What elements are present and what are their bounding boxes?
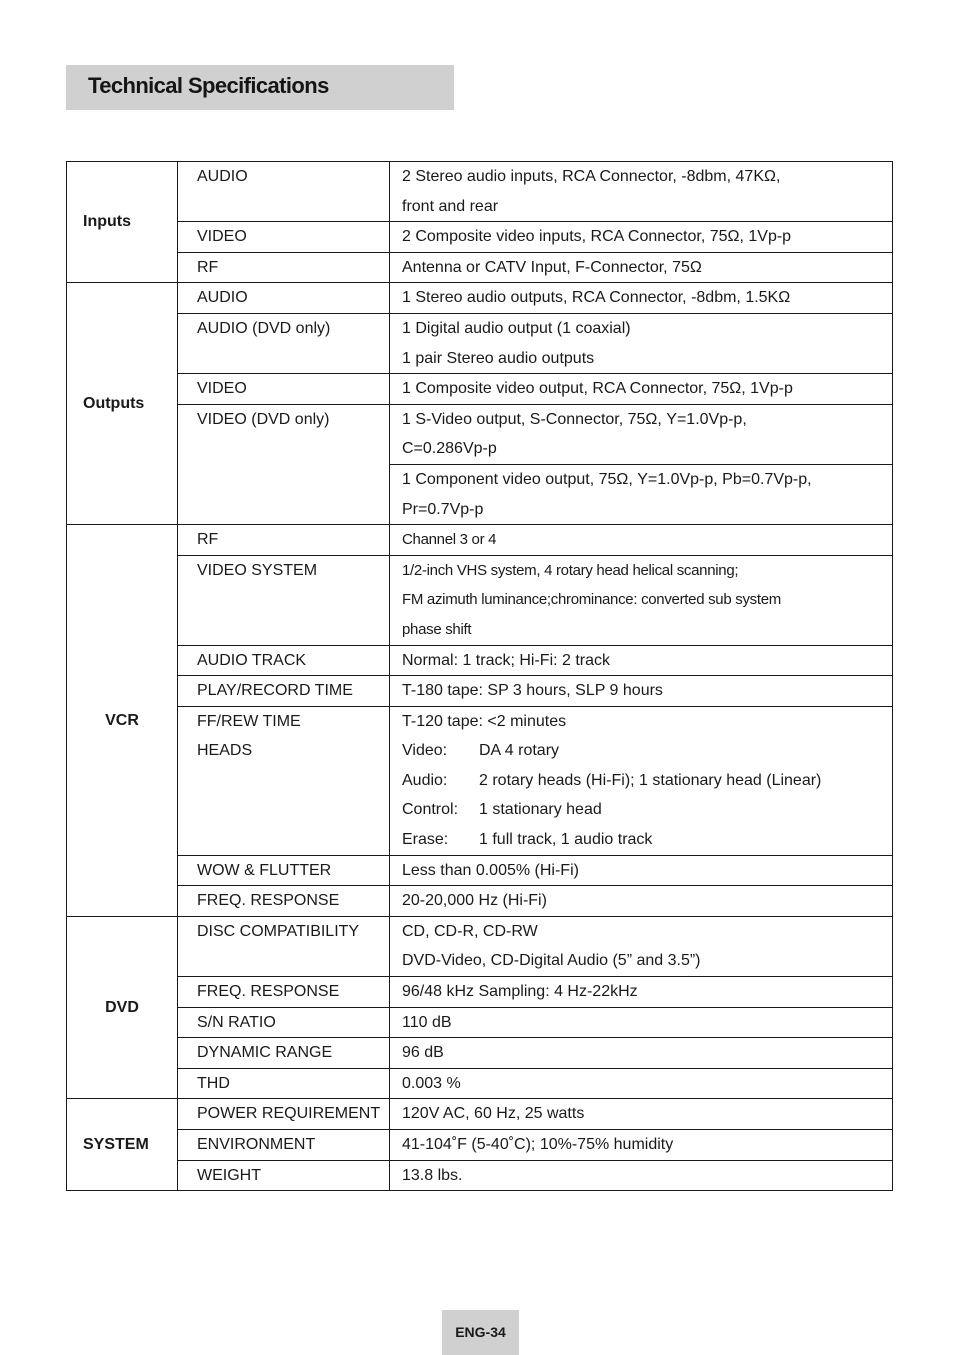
item-value: 2 Composite video inputs, RCA Connector, 75Ω, 1Vp-p (390, 222, 893, 253)
item-label: FREQ. RESPONSE (178, 977, 390, 1008)
table-row (67, 855, 893, 886)
table-row (67, 916, 893, 976)
table-row (67, 404, 893, 464)
title-bar (66, 65, 454, 110)
table-row (67, 676, 893, 707)
item-label: DISC COMPATIBILITY (178, 916, 390, 976)
item-value: 1 Component video output, 75Ω, Y=1.0Vp-p, Pb=0.7Vp-p, Pr=0.7Vp-p (390, 464, 893, 524)
item-label: FREQ. RESPONSE (178, 886, 390, 917)
item-value: 1/2-inch VHS system, 4 rotary head helical scanning; FM azimuth luminance;chrominance: converted sub system phase shift (390, 555, 893, 645)
page-title: Technical Specifications (88, 73, 329, 98)
item-value: 41-104˚F (5-40˚C); 10%-75% humidity (390, 1130, 893, 1161)
section-outputs: Outputs (67, 283, 178, 525)
table-row (67, 977, 893, 1008)
item-label: AUDIO (DVD only) (178, 313, 390, 373)
item-label: THD (178, 1068, 390, 1099)
table-row (67, 1160, 893, 1191)
item-value: 1 Stereo audio outputs, RCA Connector, -8dbm, 1.5KΩ (390, 283, 893, 314)
item-label: POWER REQUIREMENT (178, 1099, 390, 1130)
item-value: Normal: 1 track; Hi-Fi: 2 track (390, 645, 893, 676)
item-value: 120V AC, 60 Hz, 25 watts (390, 1099, 893, 1130)
item-value: 1 S-Video output, S-Connector, 75Ω, Y=1.0Vp-p, C=0.286Vp-p (390, 404, 893, 464)
item-label: VIDEO (178, 374, 390, 405)
table-row (67, 313, 893, 373)
item-label: VIDEO SYSTEM (178, 555, 390, 645)
table-row (67, 252, 893, 283)
spec-table (66, 161, 893, 1191)
item-label: AUDIO (178, 162, 390, 222)
item-label: PLAY/RECORD TIME (178, 676, 390, 707)
table-row (67, 283, 893, 314)
table-row (67, 555, 893, 645)
item-label: DYNAMIC RANGE (178, 1038, 390, 1069)
item-label: VIDEO (178, 222, 390, 253)
item-value: Less than 0.005% (Hi-Fi) (390, 855, 893, 886)
item-label: WEIGHT (178, 1160, 390, 1191)
table-row (67, 525, 893, 556)
table-row (67, 886, 893, 917)
item-value: Antenna or CATV Input, F-Connector, 75Ω (390, 252, 893, 283)
item-label: FF/REW TIME HEADS (178, 706, 390, 855)
item-value: 1 Composite video output, RCA Connector, 75Ω, 1Vp-p (390, 374, 893, 405)
section-vcr: VCR (67, 525, 178, 917)
item-value: 20-20,000 Hz (Hi-Fi) (390, 886, 893, 917)
item-value: 13.8 lbs. (390, 1160, 893, 1191)
page-number: ENG-34 (442, 1310, 519, 1355)
item-label: AUDIO (178, 283, 390, 314)
table-row (67, 645, 893, 676)
item-label: RF (178, 252, 390, 283)
item-value: CD, CD-R, CD-RW DVD-Video, CD-Digital Audio (5” and 3.5”) (390, 916, 893, 976)
section-inputs: Inputs (67, 162, 178, 283)
item-value: Channel 3 or 4 (390, 525, 893, 556)
item-label: WOW & FLUTTER (178, 855, 390, 886)
table-row (67, 1068, 893, 1099)
item-label: S/N RATIO (178, 1007, 390, 1038)
table-row (67, 1038, 893, 1069)
table-row (67, 1130, 893, 1161)
item-value: 96/48 kHz Sampling: 4 Hz-22kHz (390, 977, 893, 1008)
item-value: T-120 tape: <2 minutes Video: DA 4 rotary Audio: 2 rotary heads (Hi-Fi); 1 stationary head (Linear) Control: 1 stationary head Erase: 1 full track, 1 audio track (390, 706, 893, 855)
table-row (67, 374, 893, 405)
item-label: VIDEO (DVD only) (178, 404, 390, 524)
item-value: 110 dB (390, 1007, 893, 1038)
item-value: 0.003 % (390, 1068, 893, 1099)
table-row (67, 1099, 893, 1130)
table-row (67, 1007, 893, 1038)
item-value: 1 Digital audio output (1 coaxial) 1 pair Stereo audio outputs (390, 313, 893, 373)
table-row (67, 162, 893, 222)
item-label: AUDIO TRACK (178, 645, 390, 676)
table-row (67, 706, 893, 855)
item-value: 96 dB (390, 1038, 893, 1069)
item-value: 2 Stereo audio inputs, RCA Connector, -8dbm, 47KΩ, front and rear (390, 162, 893, 222)
item-label: ENVIRONMENT (178, 1130, 390, 1161)
item-label: RF (178, 525, 390, 556)
item-value: T-180 tape: SP 3 hours, SLP 9 hours (390, 676, 893, 707)
section-dvd: DVD (67, 916, 178, 1099)
section-system: SYSTEM (67, 1099, 178, 1191)
table-row (67, 222, 893, 253)
